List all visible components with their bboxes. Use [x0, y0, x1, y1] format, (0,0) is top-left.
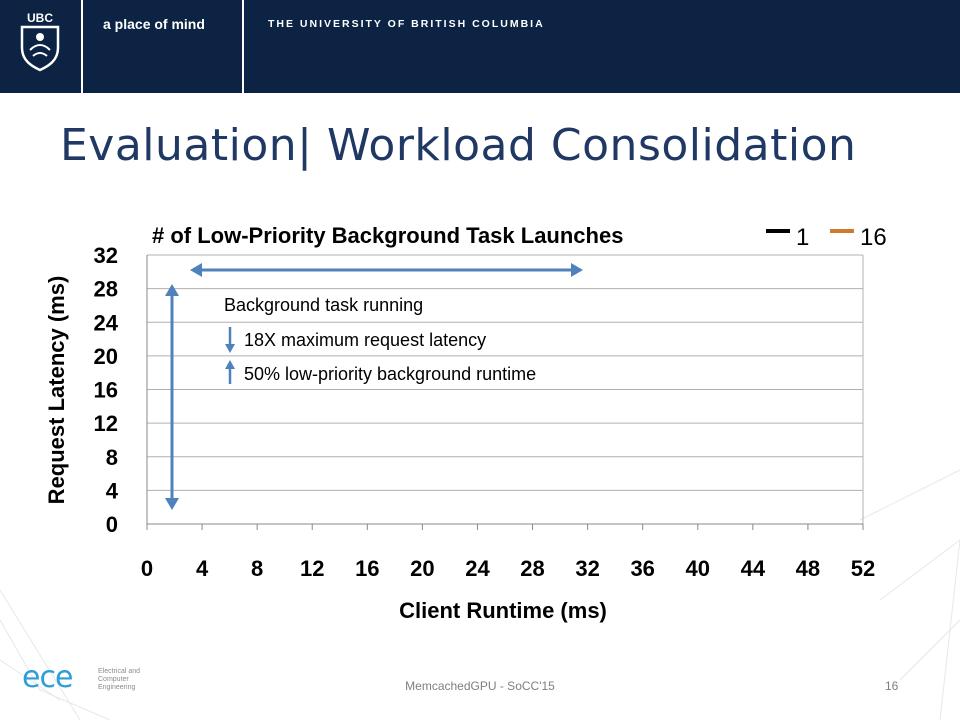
tagline: a place of mind: [103, 16, 205, 32]
y-tick-label: 8: [105, 444, 118, 470]
x-tick-label: 48: [795, 556, 821, 581]
x-tick-label: 36: [630, 556, 655, 581]
x-tick-label: 40: [685, 556, 711, 581]
slide-title: Evaluation| Workload Consolidation: [60, 120, 857, 171]
y-tick-label: 0: [105, 512, 118, 537]
y-tick-label: 12: [93, 411, 118, 437]
x-tick-label: 20: [410, 556, 435, 581]
legend-label-16: 16: [860, 224, 887, 251]
y-tick-label: 32: [93, 243, 118, 268]
down-arrow-head: [225, 344, 235, 353]
up-arrow-head: [225, 360, 235, 369]
legend: [766, 224, 887, 251]
x-tick-label: 16: [355, 556, 380, 581]
page-number: 16: [885, 679, 899, 693]
university-name: THE UNIVERSITY OF BRITISH COLUMBIA: [268, 18, 545, 30]
y-tick-label: 24: [93, 310, 118, 336]
arrowhead-up: [165, 284, 179, 296]
annotation-background: Background task running: [224, 295, 424, 315]
footer-text: MemcachedGPU - SoCC'15: [405, 679, 555, 693]
y-tick-label: 20: [93, 343, 118, 369]
y-tick-labels: [94, 243, 119, 537]
x-tick-label: 24: [465, 556, 490, 581]
x-tick-label: 12: [299, 556, 325, 581]
x-tick-label: 0: [140, 556, 154, 581]
chart-title: # of Low-Priority Background Task Launches: [152, 223, 624, 248]
x-tick-label: 8: [251, 556, 264, 581]
arrowhead-right: [571, 263, 583, 277]
ece-line-1: Electrical and: [98, 668, 141, 675]
annotation-latency: 18X maximum request latency: [244, 330, 487, 350]
x-tick-labels: [141, 556, 875, 581]
x-tick-label: 4: [195, 556, 209, 581]
y-axis-label: Request Latency (ms): [44, 275, 69, 505]
arrowhead-left: [190, 263, 202, 277]
x-tick-label: 52: [850, 556, 876, 581]
x-tick-label: 32: [575, 556, 600, 581]
x-tick-label: 44: [740, 556, 766, 581]
y-tick-label: 16: [93, 377, 118, 403]
legend-label-1: 1: [796, 224, 810, 251]
arrowhead-down: [165, 498, 179, 510]
x-tick-label: 28: [520, 556, 545, 581]
ece-line-2: Computer: [98, 676, 129, 683]
y-tick-label: 4: [105, 478, 118, 504]
logo-text: UBC: [27, 11, 53, 25]
annotation-runtime: 50% low-priority background runtime: [244, 364, 537, 384]
x-axis-label: Client Runtime (ms): [399, 598, 607, 623]
ece-line-3: Engineering: [98, 684, 136, 691]
y-tick-label: 28: [93, 276, 118, 302]
ece-logo-word: ece: [22, 660, 73, 695]
